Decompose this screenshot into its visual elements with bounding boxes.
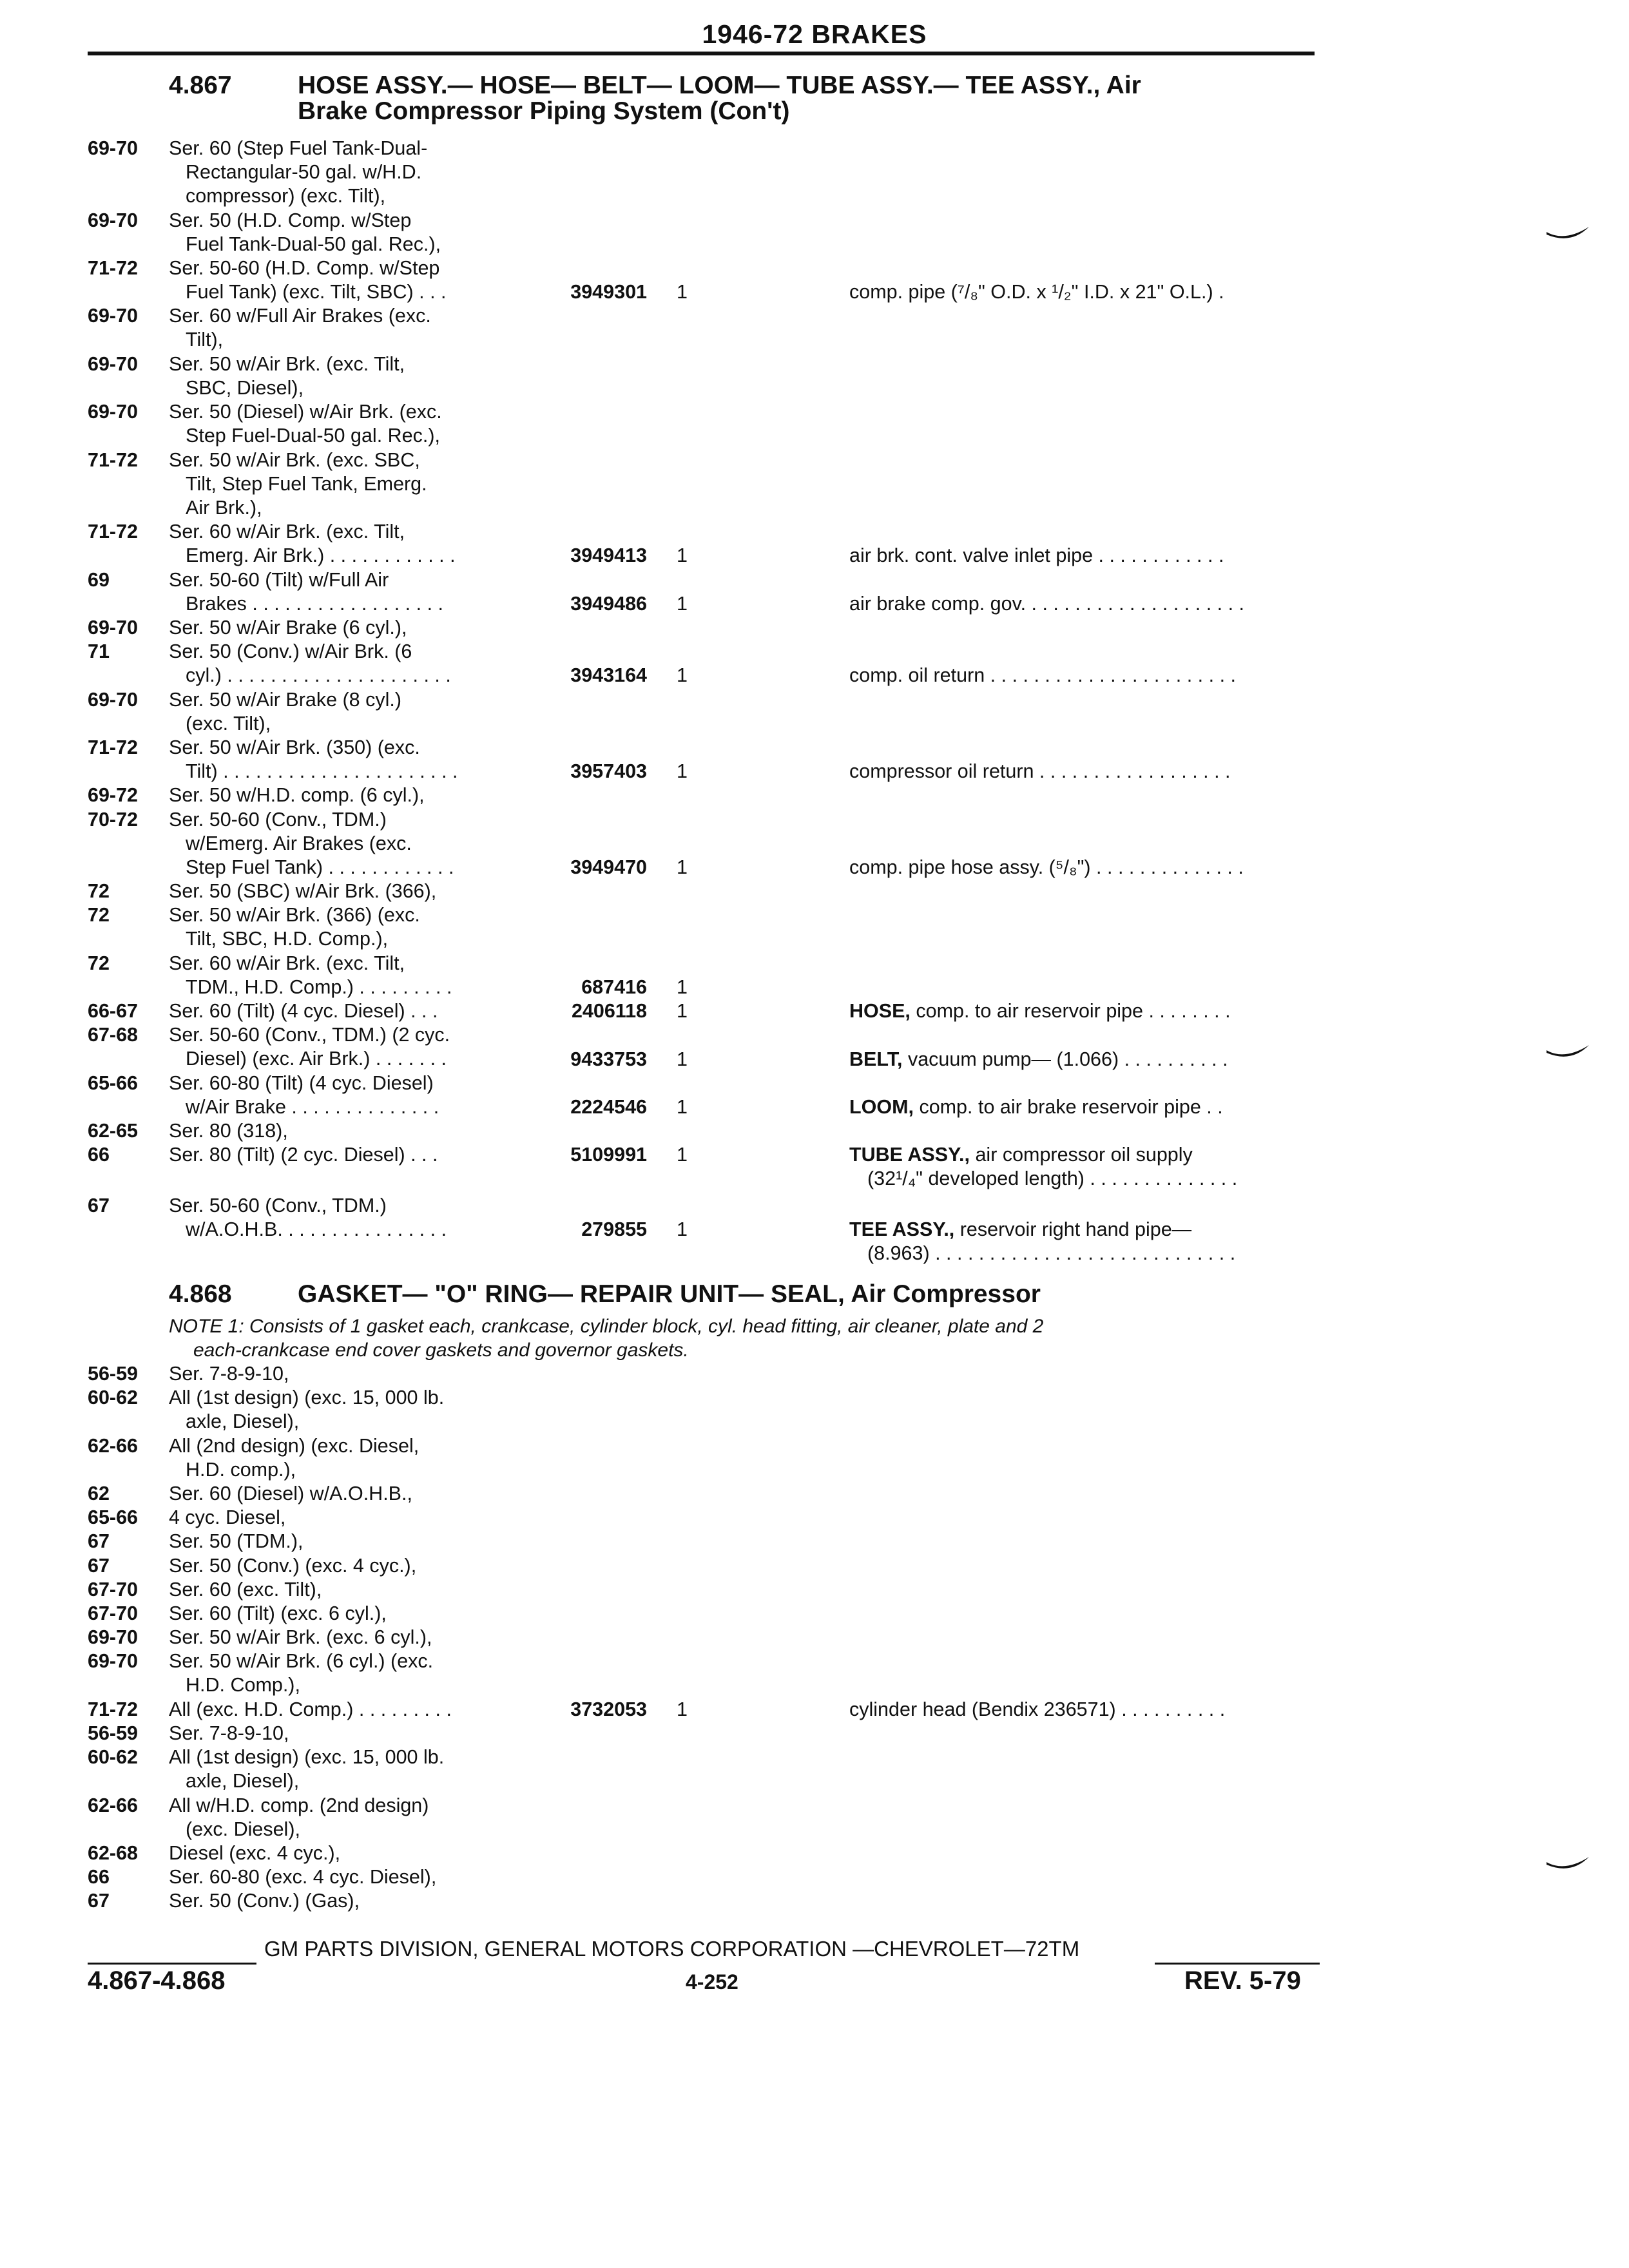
footer-rule-left xyxy=(88,1963,256,1965)
application-description xyxy=(169,1889,530,1913)
description-line: compressor) (exc. Tilt), xyxy=(186,185,386,207)
description-line: Rectangular-50 gal. w/H.D. xyxy=(186,161,422,183)
description-line: Ser. 50 (TDM.), xyxy=(169,1530,304,1553)
model-years: 62-68 xyxy=(88,1842,139,1864)
description-line: axle, Diesel), xyxy=(186,1410,300,1433)
model-years: 69 xyxy=(88,568,110,591)
model-years: 66 xyxy=(88,1866,110,1888)
quantity: 1 xyxy=(677,1095,688,1118)
description-line: w/Emerg. Air Brakes (exc. xyxy=(186,832,412,854)
model-years: 67 xyxy=(88,1194,110,1216)
part-name: TEE ASSY., xyxy=(849,1218,955,1240)
model-years: 66-67 xyxy=(88,1000,139,1023)
part-number: 5109991 xyxy=(570,1144,647,1166)
application-description xyxy=(169,736,530,783)
part-name: TUBE ASSY., xyxy=(849,1144,970,1166)
application-description xyxy=(169,448,530,520)
application-description xyxy=(169,1865,530,1889)
part-number: 3943164 xyxy=(570,664,647,687)
model-years: 71-72 xyxy=(88,736,139,758)
description-line: All w/H.D. comp. (2nd design) xyxy=(169,1794,429,1816)
part-name: HOSE, xyxy=(849,1000,911,1023)
description-line: Ser. 60-80 (exc. 4 cyc. Diesel), xyxy=(169,1866,437,1888)
quantity: 1 xyxy=(677,760,688,783)
part-description xyxy=(849,592,1320,616)
description-line: All (exc. H.D. Comp.) . . . . . . . . . xyxy=(169,1698,452,1720)
description-line: Ser. 50-60 (H.D. Comp. w/Step xyxy=(169,257,440,279)
part-description xyxy=(849,856,1320,879)
part-description-line: comp. to air reservoir pipe . . . . . . . . xyxy=(910,1000,1231,1023)
description-line: Ser. 60 w/Air Brk. (exc. Tilt, xyxy=(169,952,405,974)
description-line: Ser. 50 w/Air Brk. (6 cyl.) (exc. xyxy=(169,1650,434,1673)
part-description xyxy=(849,1143,1320,1191)
binding-mark-icon xyxy=(1545,1044,1590,1063)
application-description xyxy=(169,1530,530,1553)
part-description-line: comp. to air brake reservoir pipe . . xyxy=(913,1095,1223,1118)
model-years: 62 xyxy=(88,1483,110,1504)
section-title-line: HOSE ASSY.— HOSE— BELT— LOOM— TUBE ASSY.— TEE ASSY., Air xyxy=(298,72,1141,99)
note-line: NOTE 1: Consists of 1 gasket each, crankcase, cylinder block, cyl. head fitting, air cleaner, plate and 2 xyxy=(169,1316,1044,1337)
application-description xyxy=(169,568,530,616)
application-description xyxy=(169,304,530,352)
description-line: Ser. 50-60 (Conv., TDM.) xyxy=(169,1194,387,1216)
model-years: 67 xyxy=(88,1554,110,1577)
description-line: Fuel Tank) (exc. Tilt, SBC) . . . xyxy=(186,281,447,303)
quantity: 1 xyxy=(677,1698,688,1720)
description-line: Ser. 60 (Tilt) (exc. 6 cyl.), xyxy=(169,1602,387,1624)
application-description xyxy=(169,137,530,208)
application-description xyxy=(169,688,530,736)
description-line: Ser. 50 w/H.D. comp. (6 cyl.), xyxy=(169,784,425,807)
model-years: 72 xyxy=(88,952,110,974)
application-description xyxy=(169,616,530,640)
description-line: Step Fuel-Dual-50 gal. Rec.), xyxy=(186,425,440,447)
part-description xyxy=(849,999,1320,1023)
description-line: Emerg. Air Brk.) . . . . . . . . . . . . xyxy=(186,544,456,567)
description-line: Brakes . . . . . . . . . . . . . . . . . . xyxy=(186,592,443,615)
application-description xyxy=(169,783,530,807)
part-number: 3949470 xyxy=(570,856,647,878)
description-line: Ser. 80 (318), xyxy=(169,1120,288,1142)
part-description-line: cylinder head (Bendix 236571) . . . . . . . . . . xyxy=(849,1698,1226,1720)
footer-page-number: 4-252 xyxy=(686,1970,738,1994)
part-number: 9433753 xyxy=(570,1048,647,1070)
application-description xyxy=(169,1434,530,1482)
application-description xyxy=(169,1649,530,1697)
part-description-line: air compressor oil supply xyxy=(970,1144,1193,1166)
section-number: 4.867 xyxy=(169,72,232,99)
part-number: 3949486 xyxy=(570,592,647,615)
model-years: 56-59 xyxy=(88,1722,139,1744)
part-number: 687416 xyxy=(581,975,647,998)
description-line: H.D. Comp.), xyxy=(186,1674,300,1696)
section-number: 4.868 xyxy=(169,1280,232,1308)
model-years: 71 xyxy=(88,640,110,663)
description-line: Ser. 50 w/Air Brake (6 cyl.), xyxy=(169,617,407,639)
part-description-line: reservoir right hand pipe— xyxy=(954,1218,1192,1240)
model-years: 70-72 xyxy=(88,808,139,831)
description-line: Tilt) . . . . . . . . . . . . . . . . . . . . . . xyxy=(186,760,458,782)
description-line: w/A.O.H.B. . . . . . . . . . . . . . . . xyxy=(186,1218,447,1240)
part-description-line: comp. pipe (⁷/₈" O.D. x ¹/₂" I.D. x 21" O.L.) . xyxy=(849,281,1224,303)
description-line: Tilt, SBC, H.D. Comp.), xyxy=(186,928,389,950)
application-description xyxy=(169,808,530,879)
model-years: 66 xyxy=(88,1144,110,1166)
application-description xyxy=(169,1578,530,1602)
binding-mark-icon xyxy=(1545,226,1590,245)
application-description xyxy=(169,1072,530,1119)
description-line: Fuel Tank-Dual-50 gal. Rec.), xyxy=(186,233,441,255)
application-description xyxy=(169,209,530,256)
description-line: H.D. comp.), xyxy=(186,1458,296,1481)
description-line: Ser. 50 w/Air Brk. (exc. 6 cyl.), xyxy=(169,1626,432,1649)
application-description xyxy=(169,1602,530,1626)
quantity: 1 xyxy=(677,281,688,303)
description-line: SBC, Diesel), xyxy=(186,376,304,399)
description-line: (exc. Diesel), xyxy=(186,1818,300,1840)
part-number: 2406118 xyxy=(571,1000,647,1023)
part-number: 3732053 xyxy=(570,1698,647,1720)
quantity: 1 xyxy=(677,1144,688,1166)
description-line: Ser. 50-60 (Conv., TDM.) (2 cyc. xyxy=(169,1024,450,1046)
part-number: 3949413 xyxy=(570,544,647,567)
description-line: w/Air Brake . . . . . . . . . . . . . . xyxy=(186,1095,439,1118)
part-description-line: (32¹/₄" developed length) . . . . . . . . . . . . . . xyxy=(867,1168,1238,1190)
quantity: 1 xyxy=(677,975,688,998)
quantity: 1 xyxy=(677,1218,688,1240)
model-years: 62-65 xyxy=(88,1120,139,1142)
application-description xyxy=(169,640,530,687)
part-number: 3957403 xyxy=(570,760,647,783)
header-rule xyxy=(88,52,1315,55)
description-line: Ser. 60 (Tilt) (4 cyc. Diesel) . . . xyxy=(169,1000,438,1023)
description-line: Ser. 50 (Conv.) w/Air Brk. (6 xyxy=(169,640,412,663)
part-name: BELT, xyxy=(849,1048,903,1070)
part-description-line: air brake comp. gov. . . . . . . . . . . . . . . . . . . . . xyxy=(849,592,1245,615)
description-line: Ser. 50 (SBC) w/Air Brk. (366), xyxy=(169,880,437,903)
description-line: Ser. 50 w/Air Brk. (exc. Tilt, xyxy=(169,352,405,375)
description-line: TDM., H.D. Comp.) . . . . . . . . . xyxy=(186,975,452,998)
model-years: 67 xyxy=(88,1530,110,1553)
part-number: 279855 xyxy=(581,1218,647,1240)
model-years: 67-68 xyxy=(88,1024,139,1046)
application-description xyxy=(169,1841,530,1865)
model-years: 62-66 xyxy=(88,1434,139,1457)
note-line: each-crankcase end cover gaskets and governor gaskets. xyxy=(193,1340,689,1361)
part-description-line: vacuum pump— (1.066) . . . . . . . . . . xyxy=(902,1048,1228,1070)
description-line: All (2nd design) (exc. Diesel, xyxy=(169,1434,419,1457)
model-years: 69-70 xyxy=(88,305,139,327)
application-description xyxy=(169,1698,530,1722)
quantity: 1 xyxy=(677,664,688,687)
model-years: 67 xyxy=(88,1890,110,1912)
application-description xyxy=(169,1143,530,1167)
model-years: 72 xyxy=(88,880,110,903)
application-description xyxy=(169,1794,530,1841)
description-line: Ser. 50-60 (Tilt) w/Full Air xyxy=(169,568,389,591)
part-description-line: air brk. cont. valve inlet pipe . . . . . . . . . . . . xyxy=(849,544,1224,567)
application-description xyxy=(169,1194,530,1242)
part-description-line: compressor oil return . . . . . . . . . . . . . . . . . . xyxy=(849,760,1231,783)
quantity: 1 xyxy=(677,1048,688,1070)
quantity: 1 xyxy=(677,856,688,878)
model-years: 69-70 xyxy=(88,688,139,711)
description-line: Ser. 60 (Step Fuel Tank-Dual- xyxy=(169,137,428,159)
application-description xyxy=(169,999,530,1023)
part-number: 2224546 xyxy=(570,1095,647,1118)
description-line: Ser. 50 (H.D. Comp. w/Step xyxy=(169,209,412,231)
model-years: 69-70 xyxy=(88,137,139,159)
part-number: 3949301 xyxy=(570,281,647,303)
quantity: 1 xyxy=(677,592,688,615)
application-description xyxy=(169,952,530,999)
description-line: Diesel) (exc. Air Brk.) . . . . . . . xyxy=(186,1048,447,1070)
description-line: Ser. 60 w/Full Air Brakes (exc. xyxy=(169,305,431,327)
part-description-line: comp. pipe hose assy. (⁵/₈") . . . . . . . . . . . . . . xyxy=(849,856,1244,878)
description-line: Ser. 7-8-9-10, xyxy=(169,1363,289,1385)
part-description xyxy=(849,664,1320,687)
model-years: 60-62 xyxy=(88,1387,139,1409)
model-years: 69-70 xyxy=(88,401,139,423)
description-line: Ser. 60 w/Air Brk. (exc. Tilt, xyxy=(169,521,405,543)
model-years: 69-70 xyxy=(88,352,139,375)
model-years: 69-72 xyxy=(88,784,139,807)
model-years: 69-70 xyxy=(88,209,139,231)
description-line: cyl.) . . . . . . . . . . . . . . . . . . . . . xyxy=(186,664,451,687)
model-years: 69-70 xyxy=(88,1626,139,1649)
description-line: Ser. 50 (Conv.) (exc. 4 cyc.), xyxy=(169,1554,417,1577)
section-title-line: GASKET— "O" RING— REPAIR UNIT— SEAL, Air Compressor xyxy=(298,1280,1041,1308)
description-line: Ser. 60 (Diesel) w/A.O.H.B., xyxy=(169,1483,412,1504)
application-description xyxy=(169,256,530,304)
description-line: axle, Diesel), xyxy=(186,1770,300,1792)
description-line: (exc. Tilt), xyxy=(186,712,271,735)
application-description xyxy=(169,879,530,903)
application-description xyxy=(169,1386,530,1434)
quantity: 1 xyxy=(677,544,688,567)
model-years: 69-70 xyxy=(88,617,139,639)
part-description xyxy=(849,280,1320,304)
part-description xyxy=(849,1095,1320,1119)
description-line: 4 cyc. Diesel, xyxy=(169,1506,286,1529)
model-years: 67-70 xyxy=(88,1578,139,1600)
model-years: 65-66 xyxy=(88,1072,139,1094)
footer-revision: REV. 5-79 xyxy=(1184,1966,1301,1995)
part-description xyxy=(849,544,1320,568)
model-years: 71-72 xyxy=(88,521,139,543)
description-line: All (1st design) (exc. 15, 000 lb. xyxy=(169,1387,445,1409)
model-years: 72 xyxy=(88,904,110,927)
description-line: Ser. 50 w/Air Brk. (366) (exc. xyxy=(169,904,420,927)
part-description xyxy=(849,760,1320,783)
model-years: 69-70 xyxy=(88,1650,139,1673)
application-description xyxy=(169,1119,530,1143)
application-description xyxy=(169,1506,530,1530)
section-note xyxy=(169,1314,1316,1362)
model-years: 62-66 xyxy=(88,1794,139,1816)
model-years: 71-72 xyxy=(88,448,139,471)
description-line: Ser. 50 (Diesel) w/Air Brk. (exc. xyxy=(169,401,442,423)
part-description xyxy=(849,1218,1320,1265)
description-line: Ser. 80 (Tilt) (2 cyc. Diesel) . . . xyxy=(169,1144,438,1166)
application-description xyxy=(169,1626,530,1649)
description-line: All (1st design) (exc. 15, 000 lb. xyxy=(169,1746,445,1769)
description-line: Ser. 60 (exc. Tilt), xyxy=(169,1578,322,1600)
model-years: 65-66 xyxy=(88,1506,139,1529)
description-line: Tilt, Step Fuel Tank, Emerg. xyxy=(186,472,427,495)
part-description xyxy=(849,1048,1320,1072)
footer-publisher: GM PARTS DIVISION, GENERAL MOTORS CORPORATION —CHEVROLET—72TM xyxy=(264,1937,1080,1961)
application-description xyxy=(169,520,530,568)
model-years: 71-72 xyxy=(88,257,139,279)
model-years: 67-70 xyxy=(88,1602,139,1624)
part-name: LOOM, xyxy=(849,1095,914,1118)
model-years: 56-59 xyxy=(88,1363,139,1385)
description-line: Ser. 50 w/Air Brk. (350) (exc. xyxy=(169,736,420,758)
application-description xyxy=(169,400,530,448)
description-line: Ser. 50-60 (Conv., TDM.) xyxy=(169,808,387,831)
application-description xyxy=(169,1745,530,1793)
binding-mark-icon xyxy=(1545,1856,1590,1875)
part-description-line: (8.963) . . . . . . . . . . . . . . . . . . . . . . . . . . . . xyxy=(867,1242,1236,1264)
description-line: Diesel (exc. 4 cyc.), xyxy=(169,1842,341,1864)
part-description-line: comp. oil return . . . . . . . . . . . . . . . . . . . . . . . xyxy=(849,664,1236,687)
part-description xyxy=(849,1698,1320,1722)
section-title-line: Brake Compressor Piping System (Con't) xyxy=(298,97,790,125)
application-description xyxy=(169,1482,530,1506)
page-header-title: 1946-72 BRAKES xyxy=(702,19,927,49)
quantity: 1 xyxy=(677,1000,688,1023)
description-line: Step Fuel Tank) . . . . . . . . . . . . xyxy=(186,856,454,878)
footer-item-range: 4.867-4.868 xyxy=(88,1966,226,1995)
description-line: Ser. 50 (Conv.) (Gas), xyxy=(169,1890,360,1912)
application-description xyxy=(169,1554,530,1578)
application-description xyxy=(169,903,530,951)
description-line: Ser. 50 w/Air Brk. (exc. SBC, xyxy=(169,448,420,471)
description-line: Ser. 7-8-9-10, xyxy=(169,1722,289,1744)
description-line: Ser. 50 w/Air Brake (8 cyl.) xyxy=(169,688,402,711)
application-description xyxy=(169,1023,530,1071)
application-description xyxy=(169,1722,530,1745)
description-line: Air Brk.), xyxy=(186,496,262,519)
model-years: 60-62 xyxy=(88,1746,139,1769)
footer-rule-right xyxy=(1155,1963,1320,1965)
application-description xyxy=(169,1362,530,1386)
description-line: Ser. 60-80 (Tilt) (4 cyc. Diesel) xyxy=(169,1072,434,1094)
model-years: 71-72 xyxy=(88,1698,139,1720)
description-line: Tilt), xyxy=(186,329,224,351)
application-description xyxy=(169,352,530,400)
